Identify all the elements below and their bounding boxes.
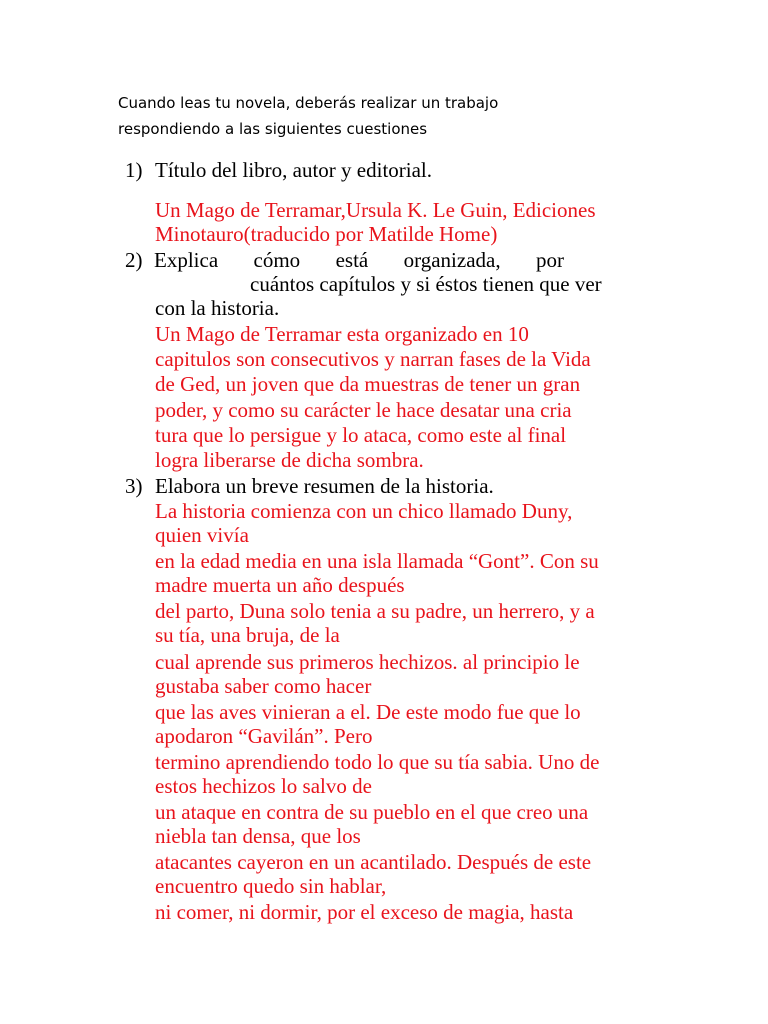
question-number: 2): [125, 248, 143, 272]
answer-line: madre muerta un año después: [155, 573, 405, 597]
answer-line: niebla tan densa, que los: [155, 824, 361, 848]
answer-line: de Ged, un joven que da muestras de tener un gran: [155, 372, 581, 396]
question-number: 3): [125, 474, 143, 498]
question-word: Explica: [154, 248, 219, 272]
answer-line: quien vivía: [155, 523, 249, 547]
answer-line: Un Mago de Terramar esta organizado en 10: [155, 322, 529, 346]
answer-line: atacantes cayeron en un acantilado. Después de este: [155, 850, 592, 874]
intro-line: respondiendo a las siguientes cuestiones: [118, 120, 428, 138]
answer-line: Un Mago de Terramar,Ursula K. Le Guin, Ediciones: [155, 198, 596, 222]
question-text: cuántos capítulos y si éstos tienen que ver: [250, 272, 602, 296]
question-text: [154, 248, 564, 273]
answer-line: tura que lo persigue y lo ataca, como este al final: [155, 423, 567, 447]
answer-line: logra liberarse de dicha sombra.: [155, 448, 424, 472]
question-word: cómo: [253, 248, 301, 272]
answer-line: su tía, una bruja, de la: [155, 623, 340, 647]
answer-line: estos hechizos lo salvo de: [155, 774, 372, 798]
intro-paragraph: [118, 90, 678, 142]
answer-line: apodaron “Gavilán”. Pero: [155, 724, 373, 748]
answer-line: que las aves vinieran a el. De este modo fue que lo: [155, 700, 581, 724]
question-number: 1): [125, 158, 143, 182]
answer-line: en la edad media en una isla llamada “Gont”. Con su: [155, 549, 599, 573]
answer-line: gustaba saber como hacer: [155, 674, 372, 698]
answer-line: Minotauro(traducido por Matilde Home): [155, 222, 498, 246]
answer-line: del parto, Duna solo tenia a su padre, un herrero, y a: [155, 599, 595, 623]
answer-line: cual aprende sus primeros hechizos. al principio le: [155, 650, 580, 674]
question-word: por: [536, 248, 564, 272]
answer-line: poder, y como su carácter le hace desatar una cria: [155, 398, 572, 422]
answer-line: termino aprendiendo todo lo que su tía sabia. Uno de: [155, 750, 600, 774]
question-word: está: [335, 248, 369, 272]
answer-line: encuentro quedo sin hablar,: [155, 874, 387, 898]
answer-line: capitulos son consecutivos y narran fases de la Vida: [155, 347, 591, 371]
question-text: Título del libro, autor y editorial.: [155, 158, 433, 182]
question-word: organizada,: [403, 248, 501, 272]
question-text: con la historia.: [155, 296, 280, 320]
intro-line: Cuando leas tu novela, deberás realizar un trabajo: [118, 94, 499, 112]
question-text: Elabora un breve resumen de la historia.: [155, 474, 494, 498]
answer-line: La historia comienza con un chico llamado Duny,: [155, 499, 573, 523]
answer-line: un ataque en contra de su pueblo en el que creo una: [155, 800, 589, 824]
answer-line: ni comer, ni dormir, por el exceso de magia, hasta: [155, 900, 574, 924]
